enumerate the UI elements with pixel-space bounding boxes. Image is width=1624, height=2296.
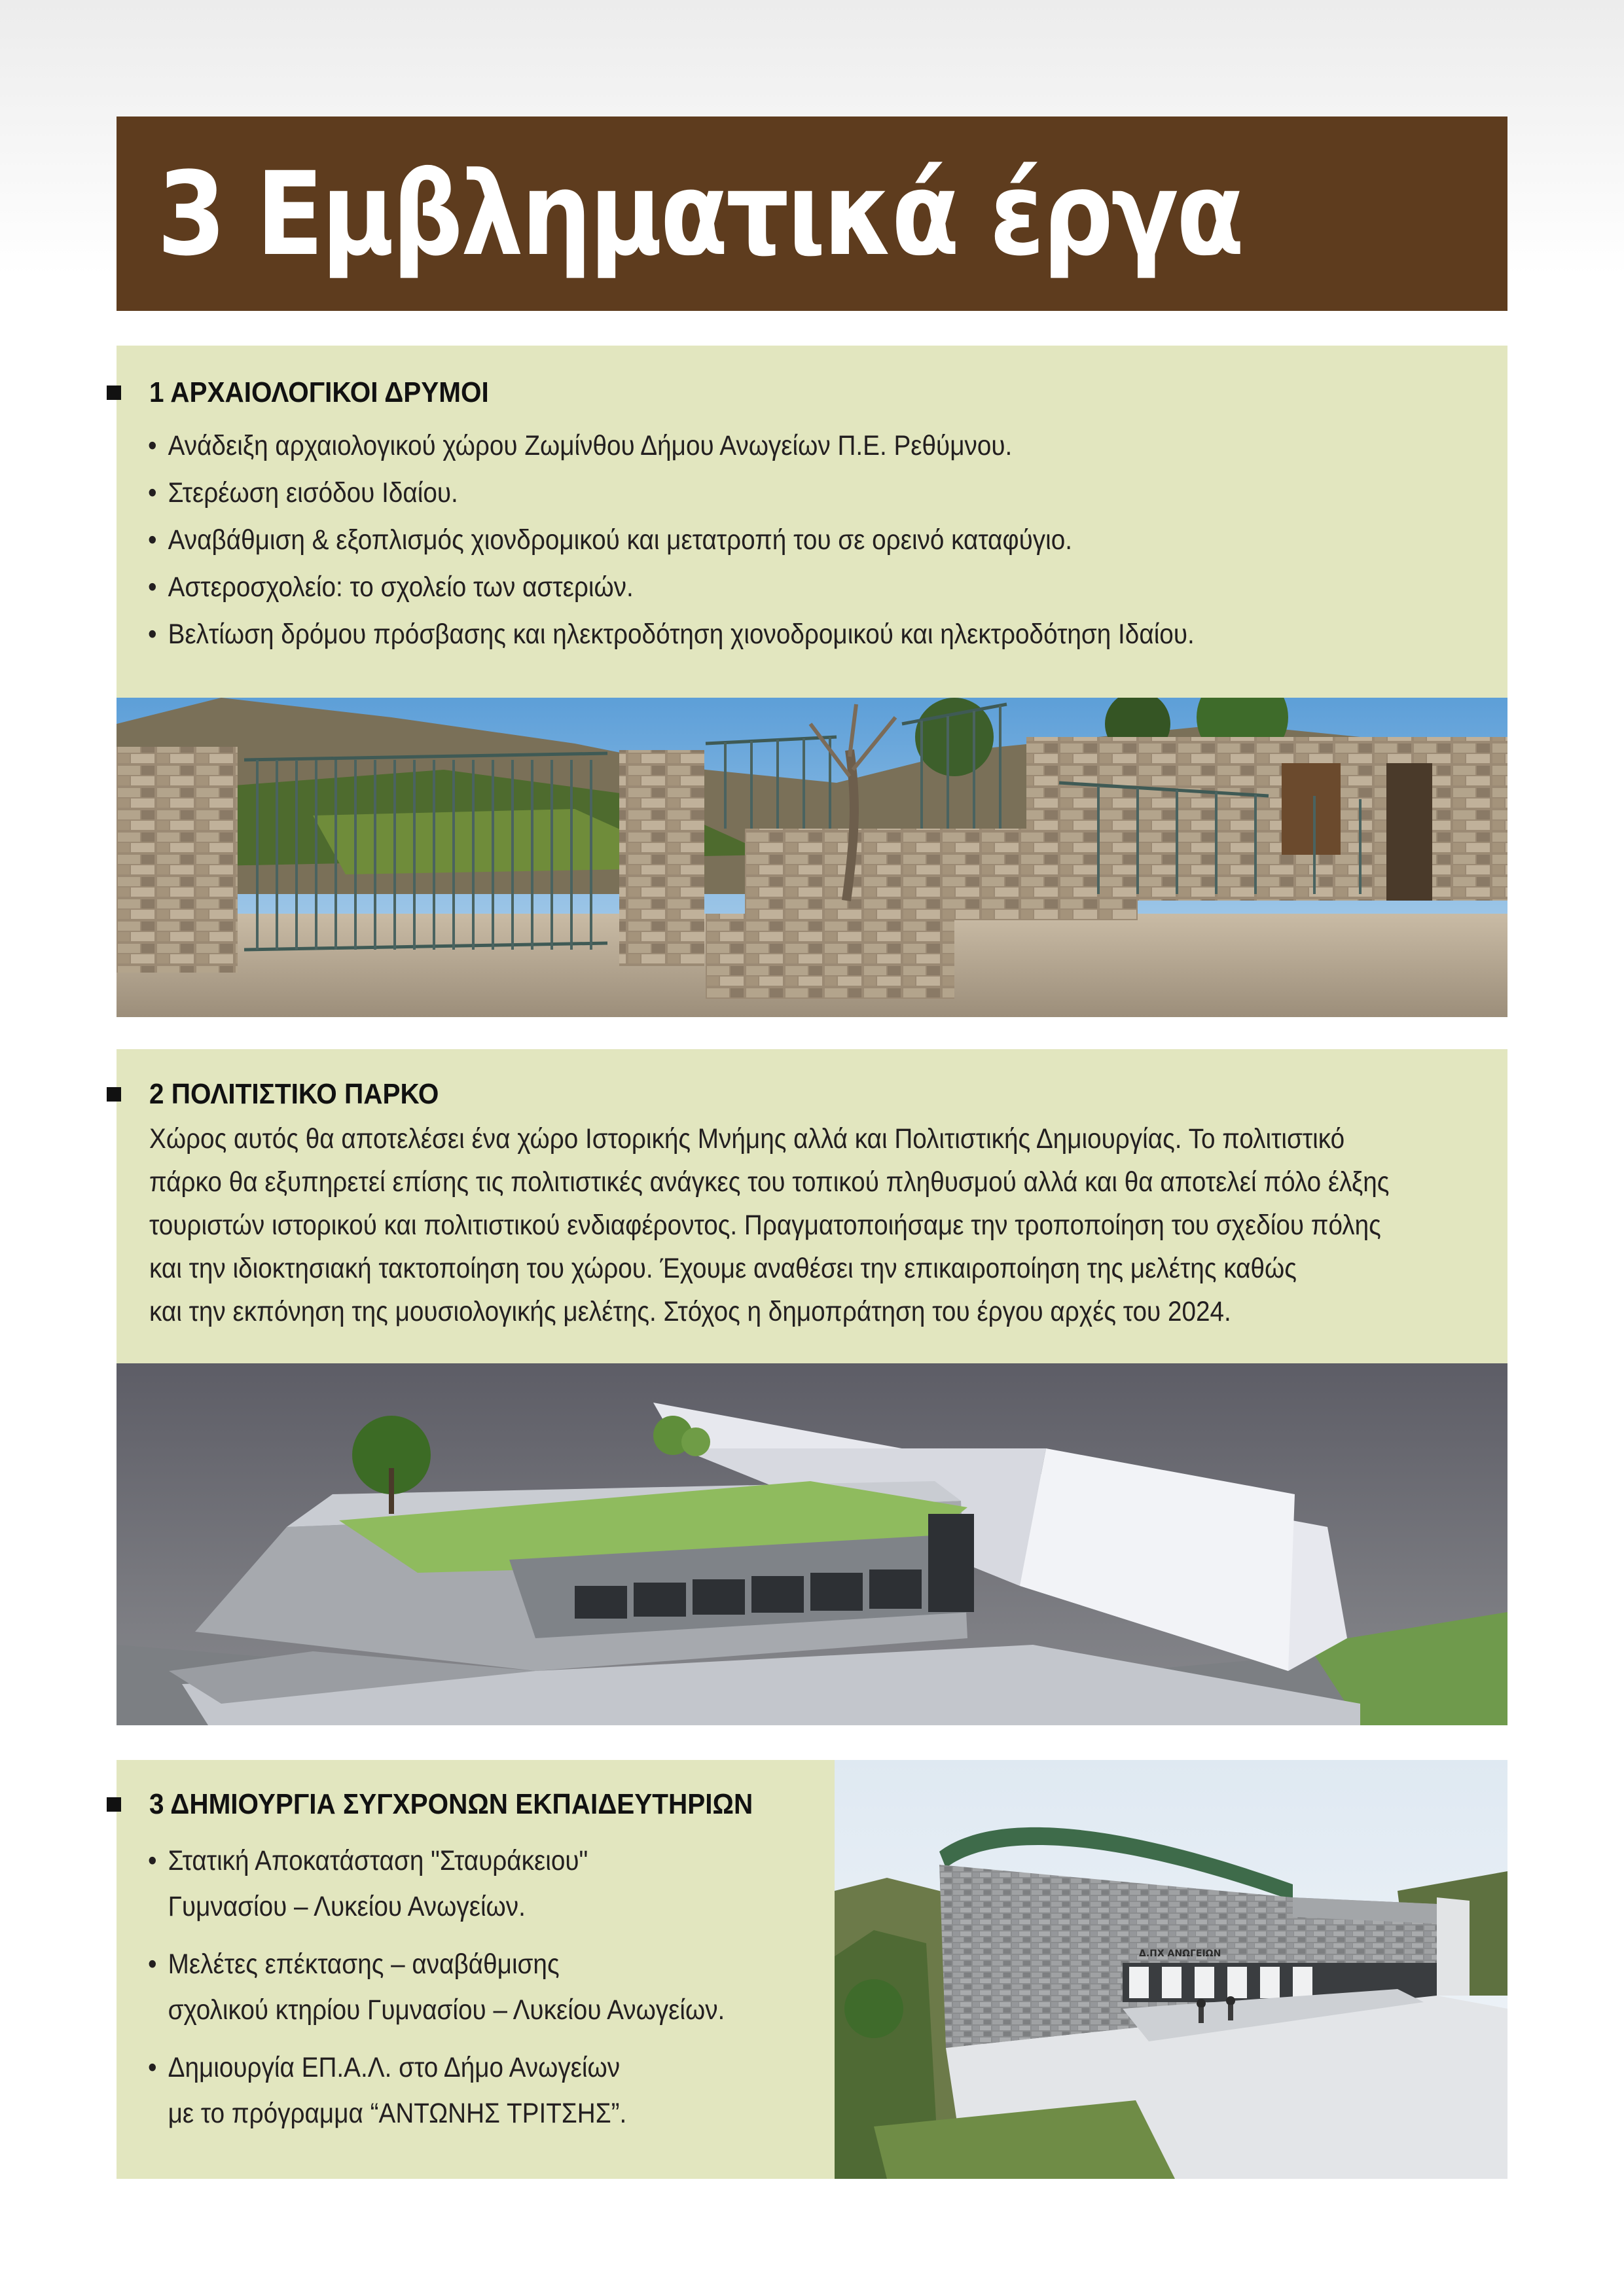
- list-item: • Βελτίωση δρόμου πρόσβασης και ηλεκτροδότηση χιονοδρομικού και ηλεκτροδότηση Ιδαίου.: [148, 611, 1195, 658]
- section-3-list: [148, 1838, 789, 2148]
- section-3-bullet-square: [107, 1797, 121, 1812]
- section-1-bullet-square: [107, 386, 121, 400]
- cultural-park-rendering: [117, 1363, 1507, 1725]
- description-line: πάρκο θα εξυπηρετεί επίσης τις πολιτιστικές ανάγκες του τοπικού πληθυσμού αλλά και θα αποτελεί πόλο έλξης: [149, 1166, 1390, 1198]
- list-item: • Στατική Αποκατάσταση "Σταυράκειου" Γυμνασίου – Λυκείου Ανωγείων.: [148, 1838, 725, 1929]
- building-sign: Δ.ΠΧ ΑΝΩΓΕΙΩΝ: [1139, 1948, 1221, 1959]
- list-item: • Στερέωση εισόδου Ιδαίου.: [148, 469, 1195, 516]
- description-line: τουριστών ιστορικού και πολιτιστικού ενδιαφέροντος. Πραγματοποιήσαμε την τροποποίηση του σχεδίου πόλης: [149, 1210, 1381, 1241]
- list-item: • Δημιουργία ΕΠ.Α.Λ. στο Δήμο Ανωγείων με το πρόγραμμα “ΑΝΤΩΝΗΣ ΤΡΙΤΣΗΣ”.: [148, 2045, 725, 2136]
- page-title: 3 Εμβληματικά έργα: [157, 147, 1242, 281]
- archaeological-site-photo: [117, 698, 1507, 1017]
- section-3-title: 3 ΔΗΜΙΟΥΡΓΙΑ ΣΥΓΧΡΟΝΩΝ ΕΚΠΑΙΔΕΥΤΗΡΙΩΝ: [149, 1788, 753, 1820]
- section-1-list: [148, 422, 1310, 658]
- list-item: • Ανάδειξη αρχαιολογικού χώρου Ζωμίνθου Δήμου Ανωγείων Π.Ε. Ρεθύμνου.: [148, 422, 1195, 469]
- section-2-description: [149, 1117, 1389, 1333]
- list-item: • Αναβάθμιση & εξοπλισμός χιονδρομικού και μετατροπή του σε ορεινό καταφύγιο.: [148, 516, 1195, 564]
- list-item: • Αστεροσχολείο: το σχολείο των αστεριών.: [148, 564, 1195, 611]
- section-2-title: 2 ΠΟΛΙΤΙΣΤΙΚΟ ΠΑΡΚΟ: [149, 1078, 439, 1110]
- list-item: • Μελέτες επέκτασης – αναβάθμισης σχολικού κτηρίου Γυμνασίου – Λυκείου Ανωγείων.: [148, 1941, 725, 2033]
- section-2-bullet-square: [107, 1087, 121, 1102]
- page-header: [117, 117, 1507, 311]
- section-1-title: 1 ΑΡΧΑΙΟΛΟΓΙΚΟΙ ΔΡΥΜΟΙ: [149, 376, 489, 408]
- description-line: και την ιδιοκτησιακή τακτοποίηση του χώρου. Έχουμε αναθέσει την επικαιροποίηση της μελέτης καθώς: [149, 1253, 1297, 1284]
- description-line: Χώρος αυτός θα αποτελέσει ένα χώρο Ιστορικής Μνήμης αλλά και Πολιτιστικής Δημιουργίας. Το πολιτιστικό: [149, 1123, 1345, 1155]
- description-line: και την εκπόνηση της μουσιολογικής μελέτης. Στόχος η δημοπράτηση του έργου αρχές του 2024.: [149, 1296, 1231, 1327]
- school-building-rendering: [835, 1760, 1507, 2179]
